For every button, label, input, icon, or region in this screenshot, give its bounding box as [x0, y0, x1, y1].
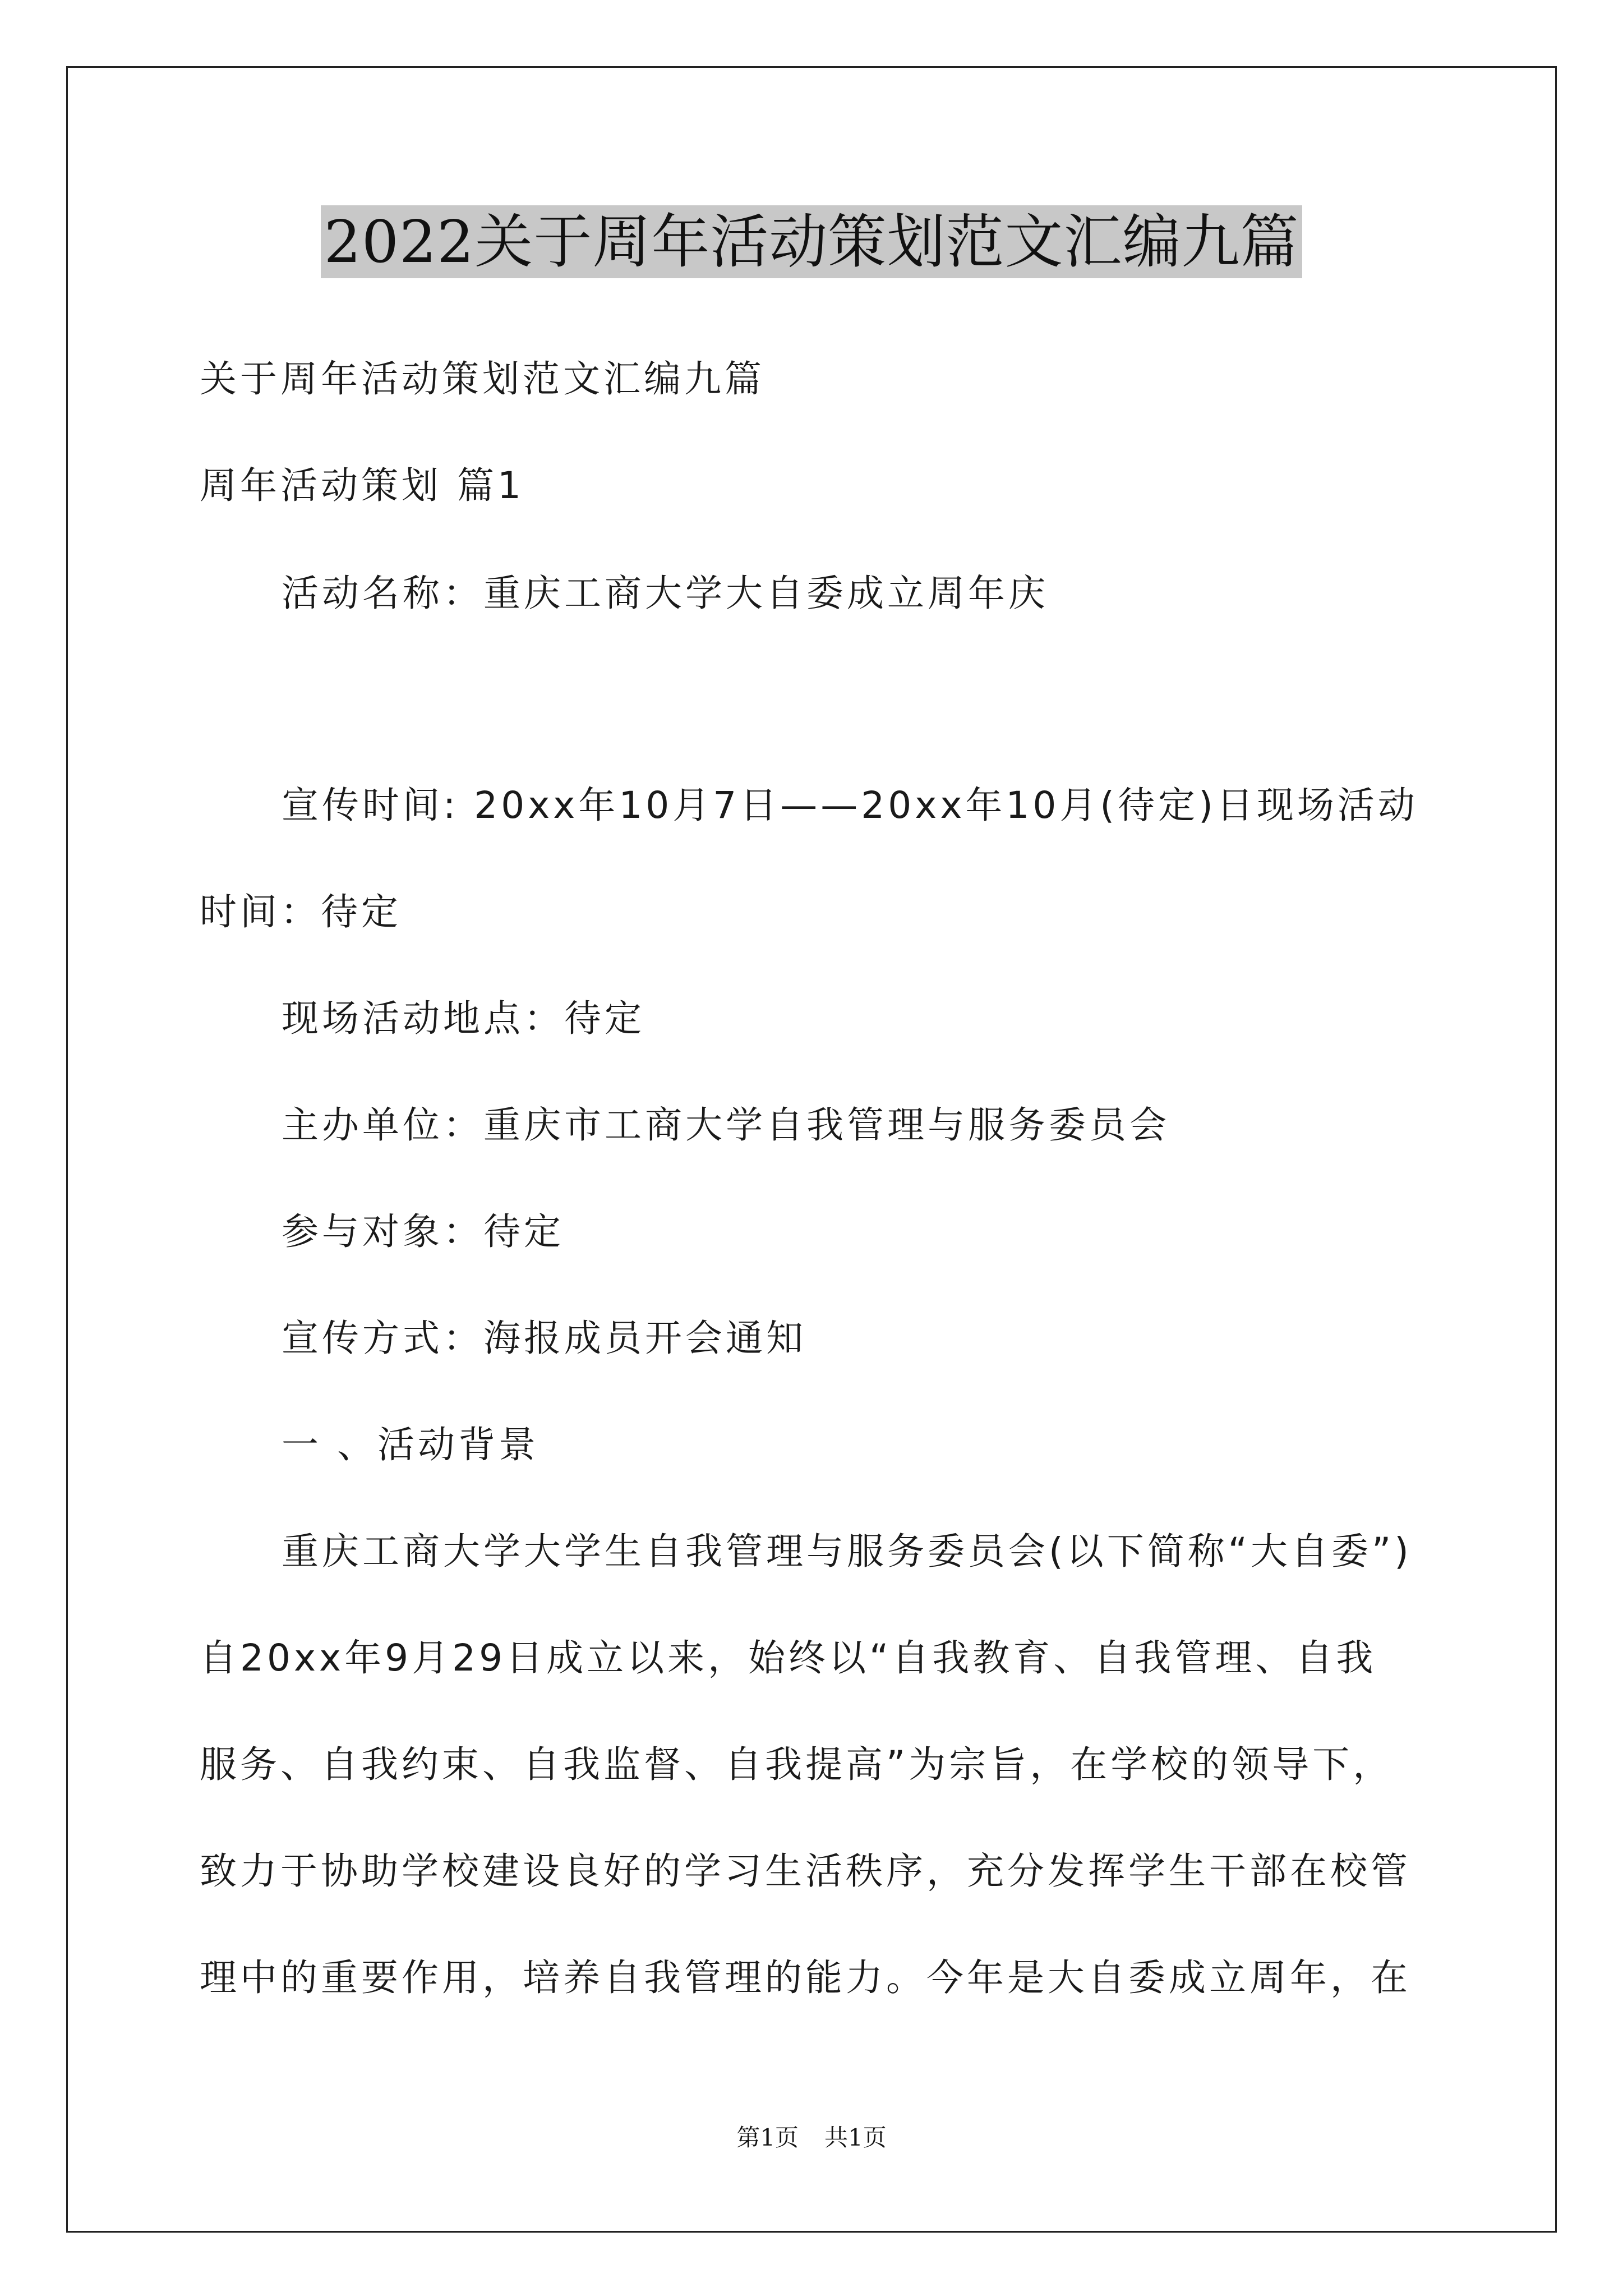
section-heading: 一 、活动背景 [282, 1423, 539, 1466]
paragraph-line: 现场活动地点：待定 [282, 997, 645, 1040]
paragraph-line: 致力于协助学校建设良好的学习生活秩序，充分发挥学生干部在校管 [200, 1849, 1411, 1893]
page-number: 第1页 [736, 2124, 799, 2151]
subtitle-line: 关于周年活动策划范文汇编九篇 [200, 357, 765, 401]
paragraph-line: 理中的重要作用，培养自我管理的能力。今年是大自委成立周年，在 [200, 1956, 1411, 1999]
paragraph-line: 自20xx年9月29日成立以来，始终以“自我教育、自我管理、自我 [200, 1636, 1377, 1680]
paragraph-line: 宣传方式：海报成员开会通知 [282, 1317, 806, 1360]
paragraph-line: 参与对象：待定 [282, 1210, 564, 1253]
paragraph-line: 时间：待定 [200, 890, 402, 933]
paragraph-line: 主办单位：重庆市工商大学自我管理与服务委员会 [282, 1103, 1170, 1147]
document-title: 2022关于周年活动策划范文汇编九篇 [321, 205, 1303, 278]
title-container [0, 205, 1623, 278]
page-total: 共1页 [824, 2124, 887, 2151]
paragraph-line: 活动名称：重庆工商大学大自委成立周年庆 [282, 572, 1049, 615]
paragraph-line: 宣传时间: 20xx年10月7日——20xx年10月(待定)日现场活动 [282, 784, 1418, 827]
paragraph-line: 重庆工商大学大学生自我管理与服务委员会(以下简称“大自委”) [282, 1530, 1412, 1573]
section-heading: 周年活动策划 篇1 [200, 464, 524, 507]
page-footer [0, 2124, 1623, 2152]
paragraph-line: 服务、自我约束、自我监督、自我提高”为宗旨，在学校的领导下， [200, 1743, 1394, 1786]
